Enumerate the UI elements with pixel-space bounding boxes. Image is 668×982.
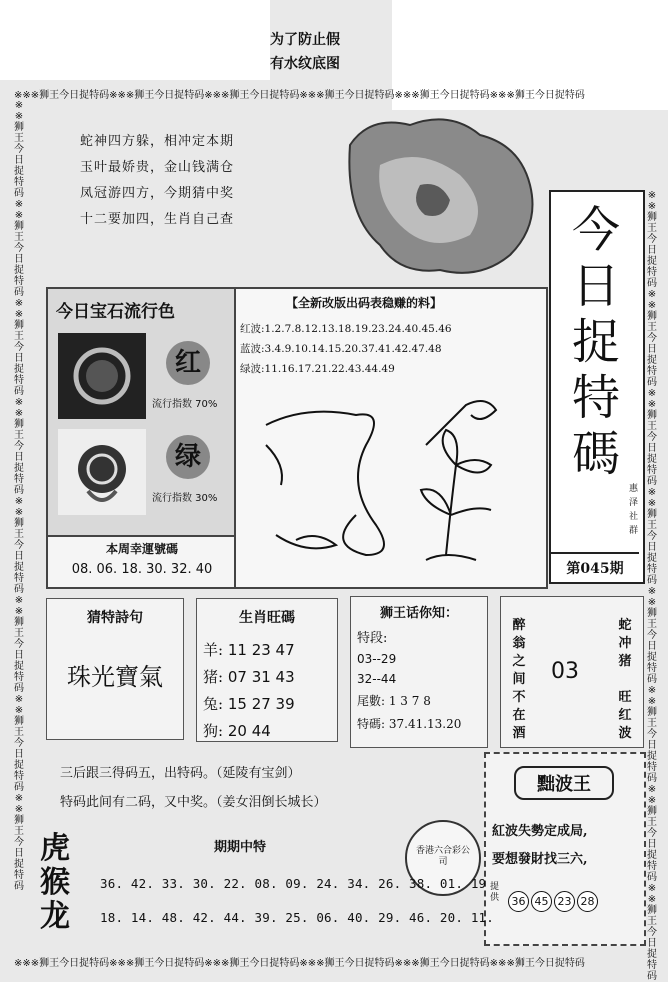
drunk-right-column [617, 617, 633, 743]
lion-line: 32--44 [357, 672, 397, 686]
drunk-char: 波 [618, 726, 632, 741]
tip-line: 三后跟三得码五，出特码。（延陵有宝剑） [60, 766, 301, 781]
zodiac-pick-char: 猴 [40, 865, 70, 900]
hits-row-2: 18. 14. 48. 42. 44. 39. 25. 06. 40. 29. 46. 20. 11. [100, 910, 495, 925]
drunk-char: 猪 [618, 654, 632, 669]
number-circle: 23 [554, 891, 575, 912]
title-chars [561, 202, 631, 482]
zodiac-row [203, 720, 337, 741]
drunk-char: 酒 [512, 726, 526, 741]
title-char: 特 [571, 370, 620, 426]
top-notice [270, 28, 390, 76]
zodiac-numbers: 15 27 39 [227, 695, 295, 713]
lucky-numbers-box [46, 535, 238, 589]
zodiac-row [203, 666, 337, 687]
title-char: 捉 [571, 314, 620, 370]
poem-line: 玉叶最娇贵，金山钱满仓 [80, 160, 235, 175]
title-panel [549, 190, 645, 584]
lucky-title: 本周幸運號碼 [105, 542, 178, 556]
lion-title: 狮王话你知： [379, 606, 458, 621]
hits-row-1: 36. 42. 33. 30. 22. 08. 09. 24. 34. 26. 38. 01. 19 [100, 876, 487, 891]
wave-king-numbers [508, 890, 600, 912]
drunk-char: 醉 [512, 618, 526, 633]
tip-line: 特码此间有二码，又中奖。（姜女泪倒长城长） [60, 795, 327, 810]
riddle-box [46, 598, 184, 740]
zodiac-pick-char: 龙 [40, 899, 70, 934]
lion-line: 特段: [357, 631, 388, 646]
zodiac-row [203, 693, 337, 714]
tips-block [60, 762, 470, 810]
gem-heading: 今日宝石流行色 [56, 302, 175, 322]
drunk-char: 不 [512, 690, 526, 705]
stamp-text: 香港六合彩公司 [415, 846, 470, 867]
top-blank [0, 0, 270, 80]
gem-photo-1 [58, 333, 146, 419]
zodiac-row [203, 639, 337, 660]
lion-tips-box [350, 596, 488, 748]
top-border-strip: ※※※狮王今日捉特码※※※狮王今日捉特码※※※狮王今日捉特码※※※狮王今日捉特码※※※狮王今日捉特码※※※狮王今日捉特码 [14, 90, 585, 101]
hits-title: 期期中特 [214, 840, 267, 855]
red-wave-line: 红波:1.2.7.8.12.13.18.19.23.24.40.45.46 [240, 323, 452, 335]
poem-line: 蛇神四方躲，相冲定本期 [80, 134, 235, 149]
drunk-char: 之 [512, 654, 526, 669]
drunk-char: 蛇 [618, 618, 632, 633]
title-char: 日 [571, 258, 620, 314]
zodiac-title: 生肖旺碼 [239, 610, 295, 626]
drunk-char: 间 [512, 672, 526, 687]
top-notice-line-1: 为了防止假 [270, 32, 340, 48]
drunk-char: 翁 [512, 636, 526, 651]
wave-king-line: 紅波失勢定成局, [492, 824, 588, 839]
lion-line: 尾數: 1 3 7 8 [357, 694, 431, 708]
zodiac-numbers: 20 44 [227, 722, 271, 740]
popularity-index-2: 流行指数 30% [152, 493, 218, 504]
sketch-illustration [246, 385, 536, 575]
wave-heading: 【全新改版出码表稳赚的料】 [286, 296, 443, 310]
drunk-char [617, 671, 633, 689]
green-wave-line: 绿波:11.16.17.21.22.43.44.49 [240, 363, 395, 375]
zodiac-box [196, 598, 338, 742]
riddle-title: 猜特詩句 [87, 610, 143, 626]
gem-panel [46, 287, 238, 539]
number-circle: 36 [508, 891, 529, 912]
zodiac-label: 猪: [203, 668, 224, 686]
number-circle: 28 [577, 891, 598, 912]
drunk-panel [500, 596, 644, 748]
zodiac-pick [40, 832, 90, 934]
bottom-border-strip: ※※※狮王今日捉特码※※※狮王今日捉特码※※※狮王今日捉特码※※※狮王今日捉特码※※※狮王今日捉特码※※※狮王今日捉特码 [14, 958, 585, 969]
zodiac-label: 兔: [203, 695, 224, 713]
title-char: 今 [571, 202, 620, 258]
top-notice-line-2: 有水纹底图 [270, 56, 340, 72]
drunk-char: 旺 [618, 690, 632, 705]
lion-line: 特碼: 37.41.13.20 [357, 717, 462, 731]
wave-king-line: 要想發財找三六, [492, 852, 588, 867]
wave-king-title: 黜波王 [514, 766, 614, 800]
wave-panel [234, 287, 548, 589]
poem-line: 十二要加四，生肖自己查 [80, 212, 235, 227]
rock-illustration [330, 105, 550, 285]
zodiac-label: 羊: [203, 641, 224, 659]
gem-photo-2 [58, 429, 146, 515]
publisher: 惠泽社群 [629, 484, 639, 536]
drunk-char: 在 [512, 708, 526, 723]
lion-line: 03--29 [357, 652, 397, 666]
drunk-left-column [511, 617, 527, 743]
issue-number: 第045期 [551, 552, 639, 578]
zodiac-label: 狗: [203, 722, 224, 740]
poem-line: 凤冠游四方，今期猜中奖 [80, 186, 235, 201]
right-border-strip: ※※狮王今日捉特码※※狮王今日捉特码※※狮王今日捉特码※※狮王今日捉特码※※狮王今日捉特码※※狮王今日捉特码※※狮王今日捉特码※※狮王今日捉特码 [647, 190, 657, 982]
zodiac-numbers: 07 31 43 [227, 668, 295, 686]
drunk-char: 红 [618, 708, 632, 723]
zodiac-pick-char: 虎 [40, 831, 70, 866]
wave-king-panel [484, 752, 646, 946]
color-badge-red: 红 [166, 341, 210, 385]
left-border-strip: ※※狮王今日捉特码※※狮王今日捉特码※※狮王今日捉特码※※狮王今日捉特码※※狮王今日捉特码※※狮王今日捉特码※※狮王今日捉特码※※狮王今日捉特码 [14, 100, 24, 892]
opening-poem [80, 130, 280, 229]
number-circle: 45 [531, 891, 552, 912]
lucky-numbers: 08. 06. 18. 30. 32. 40 [71, 562, 213, 577]
blue-wave-line: 蓝波:3.4.9.10.14.15.20.37.41.42.47.48 [240, 343, 442, 355]
drunk-char: 冲 [618, 636, 632, 651]
riddle-text: 珠光寶氣 [67, 663, 163, 691]
zodiac-numbers: 11 23 47 [227, 641, 295, 659]
title-char: 碼 [571, 426, 620, 482]
popularity-index-1: 流行指数 70% [152, 399, 218, 410]
provider-label: 提供 [490, 882, 500, 903]
color-badge-green: 绿 [166, 435, 210, 479]
drunk-number: 03 [551, 659, 579, 684]
